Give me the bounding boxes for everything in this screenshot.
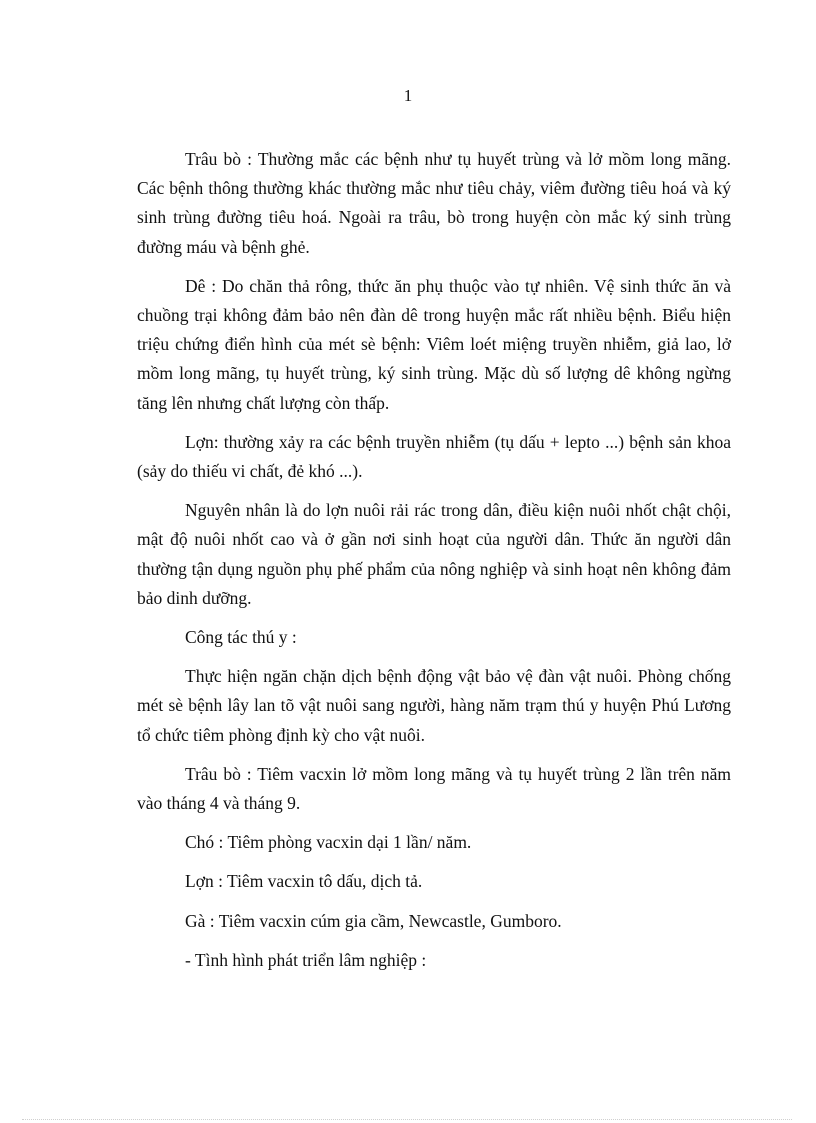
paragraph-nguyen-nhan: Nguyên nhân là do lợn nuôi rải rác trong dân, điều kiện nuôi nhốt chật chội, mật độ nuôi nhốt cao và ở gần nơi sinh hoạt của người dân. Thức ăn người dân thường tận dụng nguồn phụ phế phẩm của nông nghiệp và sinh hoạt nên không đảm bảo dinh dưỡng. (137, 500, 731, 608)
page-number: 1 (403, 86, 413, 105)
paragraph-trau-bo-disease: Trâu bò : Thường mắc các bệnh như tụ huyết trùng và lở mồm long mãng. Các bệnh thông thường khác thường mắc như tiêu chảy, viêm đường tiêu hoá và ký sinh trùng đường tiêu hoá. Ngoài ra trâu, bò trong huyện còn mắc ký sinh trùng đường máu và bệnh ghẻ. (137, 149, 731, 257)
paragraph-lon-disease: Lợn: thường xảy ra các bệnh truyền nhiễm (tụ dấu + lepto ...) bệnh sản khoa (sảy do thiếu vi chất, đẻ khó ...). (137, 431, 731, 482)
paragraph-cho-vaccine: Chó : Tiêm phòng vacxin dại 1 lần/ năm. (185, 832, 472, 853)
page-bottom-divider (22, 1119, 792, 1120)
paragraph-thuc-hien: Thực hiện ngăn chặn dịch bệnh động vật bảo vệ đàn vật nuôi. Phòng chống mét sè bệnh lây lan tõ vật nuôi sang người, hàng năm trạm thú y huyện Phú Lương tổ chức tiêm phòng định kỳ cho vật nuôi. (137, 666, 731, 745)
paragraph-lon-vaccine: Lợn : Tiêm vacxin tô dấu, dịch tả. (185, 871, 423, 892)
paragraph-trau-bo-vaccine: Trâu bò : Tiêm vacxin lở mồm long mãng và tụ huyết trùng 2 lần trên năm vào tháng 4 và tháng 9. (137, 763, 731, 814)
heading-cong-tac-thu-y: Công tác thú y : (185, 627, 297, 648)
document-body (137, 145, 731, 985)
heading-lam-nghiep: - Tình hình phát triển lâm nghiệp : (185, 949, 427, 970)
paragraph-de-disease: Dê : Do chăn thả rông, thức ăn phụ thuộc vào tự nhiên. Vệ sinh thức ăn và chuồng trại không đảm bảo nên đàn dê trong huyện mắc rất nhiều bệnh. Biểu hiện triệu chứng điển hình của mét sè bệnh: Viêm loét miệng truyền nhiễm, giả lao, lở mồm long mãng, tụ huyết trùng, ký sinh trùng. Mặc dù số lượng dê không ngừng tăng lên nhưng chất lượng còn thấp. (137, 275, 731, 413)
paragraph-ga-vaccine: Gà : Tiêm vacxin cúm gia cầm, Newcastle, Gumboro. (185, 910, 562, 931)
